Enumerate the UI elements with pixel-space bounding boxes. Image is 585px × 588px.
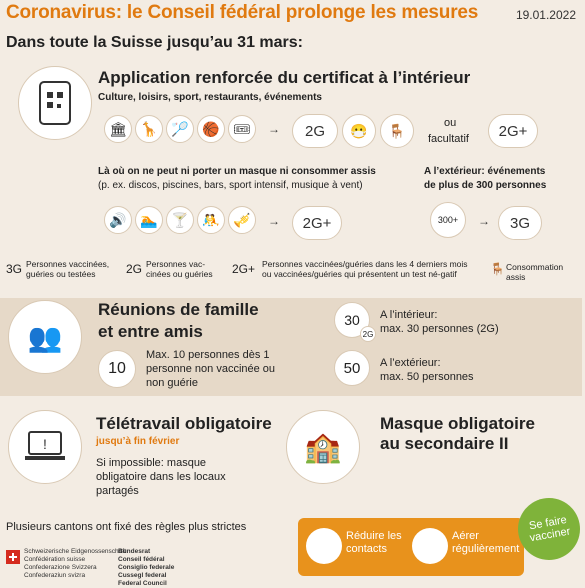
window-icon: [412, 528, 448, 564]
ball-icon: 🏀: [197, 115, 225, 143]
no-mask-text: Là où on ne peut ni porter un masque ni consommer assis: [98, 166, 376, 177]
ventilate-text: Aérer régulièrement: [452, 530, 520, 555]
date-label: 19.01.2022: [515, 8, 576, 22]
legend-2g-text: Personnes vac-cinées ou guéries: [146, 259, 213, 279]
badminton-icon: 🏸: [166, 115, 194, 143]
outdoor-subtitle: de plus de 300 personnes: [424, 180, 547, 191]
mask-icon: 😷: [342, 114, 376, 148]
seated-icon: 🪑: [490, 262, 505, 276]
optional-label: facultatif: [428, 133, 469, 145]
vaccinate-badge: Se faire vacciner: [513, 493, 585, 565]
ticket-icon: 🎟: [228, 115, 256, 143]
zoo-icon: 🦒: [135, 115, 163, 143]
cantons-note: Plusieurs cantons ont fixé des règles plus strictes: [6, 521, 247, 533]
certificate-activities: Culture, loisirs, sport, restaurants, événements: [98, 92, 322, 103]
arrow-icon: →: [478, 214, 490, 228]
chair-icon: 🪑: [380, 114, 414, 148]
gatherings-heading-2: et entre amis: [98, 322, 203, 341]
school-heading-1: Masque obligatoire: [380, 414, 535, 433]
ten-text: Max. 10 personnes dès 1 personne non vaccinée ou non guérie: [146, 349, 276, 389]
ten-badge: 10: [98, 350, 136, 388]
telework-fallback: Si impossible: masque obligatoire dans les locaux partagés: [96, 457, 226, 497]
inside-text: max. 30 personnes (2G): [380, 323, 499, 335]
rule-2gplus-nomask: 2G+: [292, 206, 342, 240]
telework-until: jusqu’à fin février: [96, 436, 180, 447]
pool-icon: 🏊: [135, 206, 163, 234]
inside-2g-badge: 2G: [360, 326, 376, 342]
rule-2g: 2G: [292, 114, 338, 148]
legend-2g-label: 2G: [126, 262, 143, 276]
rule-2gplus: 2G+: [488, 114, 538, 148]
outside-badge: 50: [334, 350, 370, 386]
outdoor-title: A l’extérieur: événements: [424, 166, 546, 177]
council-block: Bundesrat Conseil fédéral Consiglio federale Cussegl federal Federal Council: [118, 548, 175, 587]
outside-text: max. 50 personnes: [380, 371, 474, 383]
subtitle: Dans toute la Suisse jusqu’au 31 mars:: [6, 34, 303, 51]
outside-label: A l’extérieur:: [380, 357, 441, 369]
museum-icon: 🏛: [104, 115, 132, 143]
group-icon: 👥: [8, 300, 82, 374]
legend-2gplus-label: 2G+: [232, 262, 256, 276]
swiss-flag-icon: [6, 550, 20, 564]
contacts-icon: [306, 528, 342, 564]
arrow-icon: →: [268, 122, 280, 136]
legend-3g-text: Personnes vaccinées, guéries ou testées: [26, 259, 110, 279]
cocktail-icon: 🍸: [166, 206, 194, 234]
gatherings-section: [0, 298, 582, 396]
school-heading-2: au secondaire II: [380, 434, 509, 453]
telework-heading: Télétravail obligatoire: [96, 414, 272, 433]
confederation-block: Schweizerische Eidgenossenschaft Confédération suisse Confederazione Svizzera Confederaziun svizra: [24, 548, 126, 579]
no-mask-examples: (p. ex. discos, piscines, bars, sport intensif, musique à vent): [98, 180, 363, 191]
gatherings-heading-1: Réunions de famille: [98, 300, 259, 319]
arrow-icon: →: [268, 214, 280, 228]
phone-qr-icon: [18, 66, 92, 140]
ticket-300-icon: 300+: [430, 202, 466, 238]
legend-3g-label: 3G: [6, 262, 23, 276]
rule-3g: 3G: [498, 206, 542, 240]
legend-seated-text: Consommation assis: [506, 262, 564, 282]
inside-label: A l’intérieur:: [380, 309, 438, 321]
wrestling-icon: 🤼: [197, 206, 225, 234]
laptop-icon: [8, 410, 82, 484]
page-title: Coronavirus: le Conseil fédéral prolonge les mesures: [6, 2, 479, 23]
or-label: ou: [444, 117, 457, 129]
school-icon: 🏫: [286, 410, 360, 484]
reduce-contacts-text: Réduire les contacts: [346, 530, 402, 555]
speaker-icon: 🔊: [104, 206, 132, 234]
svg-text:!: !: [43, 436, 47, 452]
trumpet-icon: 🎺: [228, 206, 256, 234]
legend-2gplus-text: Personnes vaccinées/guéries dans les 4 derniers mois ou vaccinées/guéries qui présentent un test né-gatif: [262, 259, 468, 279]
inside-badge: 30: [334, 302, 370, 338]
certificate-heading: Application renforcée du certificat à l’intérieur: [98, 68, 471, 87]
